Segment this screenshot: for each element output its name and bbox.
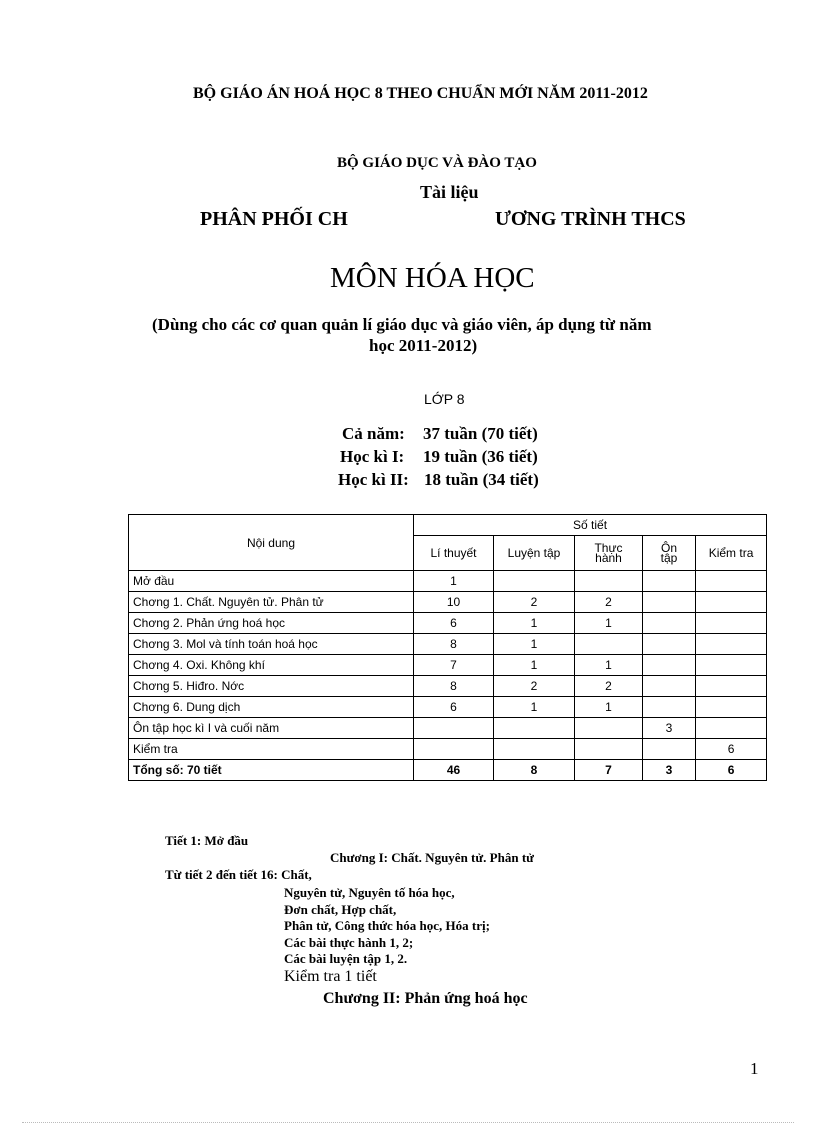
cell-review [643, 634, 696, 655]
page-number: 1 [750, 1059, 759, 1078]
cell-practice: 1 [494, 613, 575, 634]
topic-item-2: Đơn chất, Hợp chất, [284, 902, 397, 917]
table-row [129, 697, 767, 718]
cell-theory: 10 [414, 592, 494, 613]
cell-test [696, 676, 767, 697]
cell-review: 3 [643, 718, 696, 739]
table-row [129, 592, 767, 613]
chapter1-heading: Chương I: Chất. Nguyên tử. Phân tử [330, 850, 534, 865]
cell-theory: 8 [414, 676, 494, 697]
cell-practice: 1 [494, 655, 575, 676]
semester2-label: Học kì II: [338, 470, 409, 489]
table-row [129, 718, 767, 739]
cell-theory [414, 739, 494, 760]
header-review-line2: tập [660, 551, 678, 565]
table-total-row [129, 760, 767, 781]
cell-theory: 6 [414, 697, 494, 718]
semester1-value: 19 tuần (36 tiết) [423, 447, 538, 466]
cell-lab: 1 [575, 655, 643, 676]
cell-practice: 1 [494, 634, 575, 655]
header-practice: Luyện tập [494, 536, 575, 571]
cell-content: Chơng 2. Phản ứng hoá học [129, 613, 414, 634]
cell-theory: 8 [414, 634, 494, 655]
grade-label: LỚP 8 [424, 391, 465, 407]
cell-review [643, 613, 696, 634]
cell-lab [575, 634, 643, 655]
cell-practice: 2 [494, 592, 575, 613]
header-content: Nội dung [129, 515, 414, 571]
cell-theory [414, 718, 494, 739]
subject-title: MÔN HÓA HỌC [330, 262, 535, 294]
ministry-name: BỘ GIÁO DỤC VÀ ĐÀO TẠO [337, 155, 537, 171]
cell-total-theory: 46 [414, 760, 494, 781]
header-theory: Lí thuyết [414, 536, 494, 571]
cell-test [696, 634, 767, 655]
cell-lab: 2 [575, 592, 643, 613]
cell-total-lab: 7 [575, 760, 643, 781]
table-row [129, 571, 767, 592]
year-label: Cả năm: [342, 424, 405, 443]
document-label: Tài liệu [420, 182, 479, 202]
cell-lab [575, 739, 643, 760]
cell-content: Kiểm tra [129, 739, 414, 760]
cell-content: Ôn tập học kì I và cuối năm [129, 718, 414, 739]
cell-theory: 6 [414, 613, 494, 634]
cell-content: Chơng 4. Oxi. Không khí [129, 655, 414, 676]
table-row [129, 655, 767, 676]
lesson1-heading: Tiết 1: Mở đầu [165, 833, 249, 848]
cell-practice: 1 [494, 697, 575, 718]
cell-lab [575, 571, 643, 592]
topic-item-4: Các bài thực hành 1, 2; [284, 935, 414, 950]
cell-lab: 1 [575, 697, 643, 718]
header-test: Kiểm tra [696, 536, 767, 571]
header-review [643, 536, 696, 571]
cell-total-test: 6 [696, 760, 767, 781]
cell-review [643, 676, 696, 697]
cell-theory: 7 [414, 655, 494, 676]
distribution-title-part1: PHÂN PHỐI CH [200, 208, 348, 230]
topic-item-5: Các bài luyện tập 1, 2. [284, 951, 408, 966]
top-title: BỘ GIÁO ÁN HOÁ HỌC 8 THEO CHUẨN MỚI NĂM 2011-2012 [193, 85, 648, 102]
cell-review [643, 739, 696, 760]
semester2-value: 18 tuần (34 tiết) [424, 470, 539, 489]
table-row [129, 613, 767, 634]
cell-lab [575, 718, 643, 739]
cell-test: 6 [696, 739, 767, 760]
cell-practice [494, 718, 575, 739]
cell-lab: 2 [575, 676, 643, 697]
usage-note-line2: học 2011-2012) [369, 336, 478, 355]
table-row [129, 739, 767, 760]
cell-theory: 1 [414, 571, 494, 592]
cell-test [696, 571, 767, 592]
table-row [129, 676, 767, 697]
test-one-lesson: Kiểm tra 1 tiết [284, 968, 377, 985]
cell-content: Mở đầu [129, 571, 414, 592]
lesson-range: Từ tiết 2 đến tiết 16: Chất, [165, 867, 312, 882]
header-lab-line1: Thực [594, 541, 623, 555]
cell-content: Chơng 1. Chất. Nguyên tử. Phân tử [129, 592, 414, 613]
cell-review [643, 592, 696, 613]
cell-review [643, 655, 696, 676]
topic-item-3: Phân tử, Công thức hóa học, Hóa trị; [284, 918, 490, 933]
table-row [129, 634, 767, 655]
usage-note-line1: (Dùng cho các cơ quan quản lí giáo dục và giáo viên, áp dụng từ năm [152, 315, 652, 334]
cell-test [696, 592, 767, 613]
cell-content: Chơng 5. Hiđro. Nớc [129, 676, 414, 697]
cell-practice: 2 [494, 676, 575, 697]
cell-content: Chơng 6. Dung dịch [129, 697, 414, 718]
chapter2-heading: Chương II: Phản ứng hoá học [323, 990, 528, 1007]
cell-total-label: Tổng số: 70 tiết [129, 760, 414, 781]
semester1-label: Học kì I: [340, 447, 405, 466]
header-lab [575, 536, 643, 571]
cell-test [696, 655, 767, 676]
cell-total-review: 3 [643, 760, 696, 781]
cell-total-practice: 8 [494, 760, 575, 781]
cell-test [696, 697, 767, 718]
cell-lab: 1 [575, 613, 643, 634]
table-header-row [129, 515, 767, 536]
cell-test [696, 718, 767, 739]
header-lab-line2: hành [595, 551, 622, 565]
distribution-title-part2: ƯƠNG TRÌNH THCS [495, 208, 686, 230]
header-review-line1: Ôn [660, 541, 677, 555]
year-value: 37 tuần (70 tiết) [423, 424, 538, 443]
topic-item-1: Nguyên tử, Nguyên tố hóa học, [284, 885, 455, 900]
header-lesson-count: Số tiết [414, 515, 767, 536]
cell-practice [494, 571, 575, 592]
cell-review [643, 697, 696, 718]
cell-practice [494, 739, 575, 760]
cell-review [643, 571, 696, 592]
cell-test [696, 613, 767, 634]
lesson-distribution-table [128, 514, 767, 781]
cell-content: Chơng 3. Mol và tính toán hoá học [129, 634, 414, 655]
